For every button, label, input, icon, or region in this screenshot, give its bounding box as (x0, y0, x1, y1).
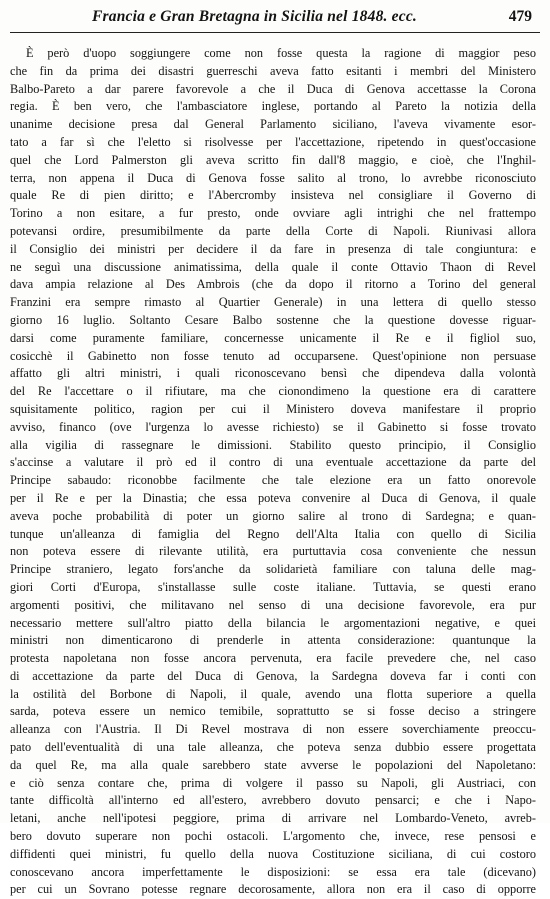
text-line: il Consiglio dei ministri per decidere il da fare in presenza di tale congiuntura: e (10, 241, 536, 256)
text-line: dava ampia relazione al Des Ambrois (che da dopo il ritorno a Torino del general (10, 277, 536, 292)
body-paragraph (10, 45, 536, 899)
text-line: per cui un Sovrano potesse regnare decorosamente, allora non era il caso di opporre (10, 882, 536, 897)
header-rule (10, 32, 540, 33)
text-line: ne seguì una discussione animatissima, della quale il conte Ottavio Thaon di Revel (10, 259, 536, 274)
text-line: ministri non dimenticarono di prenderle in attenta considerazione: quantunque la (10, 633, 536, 648)
text-line: affatto gli altri ministri, i quali riconoscevano bensì che dipendeva dalla volontà (10, 366, 536, 381)
text-line: diffidenti quei ministri, fu quello della nuova Costituzione siciliana, di cui costoro (10, 846, 536, 861)
text-line: di accettazione da parte del Duca di Genova, la Sardegna doveva far i conti con (10, 668, 536, 683)
text-line: necessario mettere sull'altro piatto della bilancia le argomentazioni negative, e quei (10, 615, 536, 630)
text-line: alleanza con l'Austria. Il Di Revel mostrava di non essere soverchiamente preoccu- (10, 722, 536, 737)
running-title: Francia e Gran Bretagna in Sicilia nel 1848. ecc. (92, 8, 417, 25)
text-line: non poteva essere di rilevante utilità, era purtuttavia cosa conveniente che nessun (10, 544, 536, 559)
text-line: e ciò senza contare che, prima di volgere il passo su Napoli, gli Austriaci, con (10, 775, 536, 790)
text-line: del Re l'accettare o il rifiutare, ma che cionondimeno la questione era di carattere (10, 384, 536, 399)
text-line: per il Re e per la Dinastia; che essa poteva convenire al Duca di Genova, il quale (10, 490, 536, 505)
text-line: darsi come puramente familiare, concernesse unicamente il Re e il figliol suo, (10, 330, 536, 345)
text-line: quel che Lord Palmerston gli aveva scritto fin dall'8 maggio, e cioè, che l'Inghil- (10, 152, 536, 167)
text-line: bero dovuto superare non pochi ostacoli. L'argomento che, invece, rese pensosi e (10, 829, 536, 844)
text-line: avviso, financo (ove l'urgenza lo avesse richiesto) se il Gabinetto si fosse trovato (10, 419, 536, 434)
text-line: regia. È ben vero, che l'ambasciatore inglese, portando al Pareto la notizia della (10, 99, 536, 114)
text-line: tunque un'alleanza di famiglia del Regno dell'Alta Italia con quello di Sicilia (10, 526, 536, 541)
text-line: cosicchè il Gabinetto non fosse tenuto ad occuparsene. Quest'opinione non persuase (10, 348, 536, 363)
text-line: s'accinse a valutare il prò ed il contro di una eventuale accettazione da parte del (10, 455, 536, 470)
text-line: argomenti positivi, che militavano nel senso di una decisione favorevole, era pur (10, 597, 536, 612)
text-line: giori Corti d'Europa, s'installasse sulle coste italiane. Tuttavia, se questi erano (10, 579, 536, 594)
running-head (14, 8, 532, 28)
text-line: giorno 16 luglio. Soltanto Cesare Balbo sostenne che la questione dovesse riguar- (10, 312, 536, 327)
text-line: da quel Re, ma alla quale sarebbero state avverse le popolazioni del Napoletano: (10, 757, 536, 772)
text-line: quale Re di pien diritto; e l'Abercromby insisteva nel consigliare il Governo di (10, 188, 536, 203)
text-line: protesta napoletana non fosse ancora pervenuta, era facile prevedere che, nel caso (10, 651, 536, 666)
text-line: letani, anche nell'ipotesi peggiore, prima di arrivare nel Lombardo-Veneto, avreb- (10, 811, 536, 826)
text-line: unanime decisione presa dal General Parlamento siciliano, l'aveva vivamente esor- (10, 117, 536, 132)
text-line: Franzini era sempre rimasto al Quartier Generale) in una lettera di quello stesso (10, 295, 536, 310)
text-line: pato dell'eventualità di una tale alleanza, che poteva senza dubbio essere progettata (10, 740, 536, 755)
text-line: Torino a non esitare, a fur presto, onde ovviare agli intrighi che nel frattempo (10, 206, 536, 221)
text-line: potevansi ordire, presumibilmente da parte della Corte di Napoli. Riunivasi allora (10, 223, 536, 238)
text-line: È però d'uopo soggiungere come non fosse questa la ragione di maggior peso (26, 46, 536, 60)
text-line: terra, non appena il Duca di Genova fosse salito al trono, lo avrebbe riconosciuto (10, 170, 536, 185)
text-line: aveva poche probabilità di poter un giorno salire al trono di Sardegna; e quan- (10, 508, 536, 523)
text-line: la ostilità del Borbone di Napoli, il quale, avendo una flotta superiore a quella (10, 686, 536, 701)
text-line: conoscevano ancora imperfettamente le disposizioni: se essa era tale (dicevano) (10, 864, 536, 879)
text-line: alla vigilia di rassegnare le dimissioni. Stabilito questo principio, il Consiglio (10, 437, 536, 452)
text-line: tante difficoltà all'interno ed all'estero, avrebbero dovuto pensarci; e che i Napo- (10, 793, 536, 808)
text-line: Principe sabaudo: riconobbe facilmente che tale elezione era un fatto onorevole (10, 473, 536, 488)
text-line: squisitamente politico, ragion per cui il Ministero doveva manifestare il proprio (10, 401, 536, 416)
page-number: 479 (508, 8, 532, 25)
text-line: Principe straniero, legato fors'anche da solidarietà familiare con taluna delle mag- (10, 562, 536, 577)
text-line: tato a far sì che l'eletto si risolvesse per l'accettazione, ripetendo in quest'occasione (10, 134, 536, 149)
text-line: che fin da prima dei disastri guerreschi aveva fatto esitanti i membri del Ministero (10, 63, 536, 78)
text-line: Balbo-Pareto a dar parere favorevole a che il Duca di Genova accettasse la Corona (10, 81, 536, 96)
text-line: sarda, poteva essere un nemico temibile, soprattutto se si fosse deciso a stringere (10, 704, 536, 719)
